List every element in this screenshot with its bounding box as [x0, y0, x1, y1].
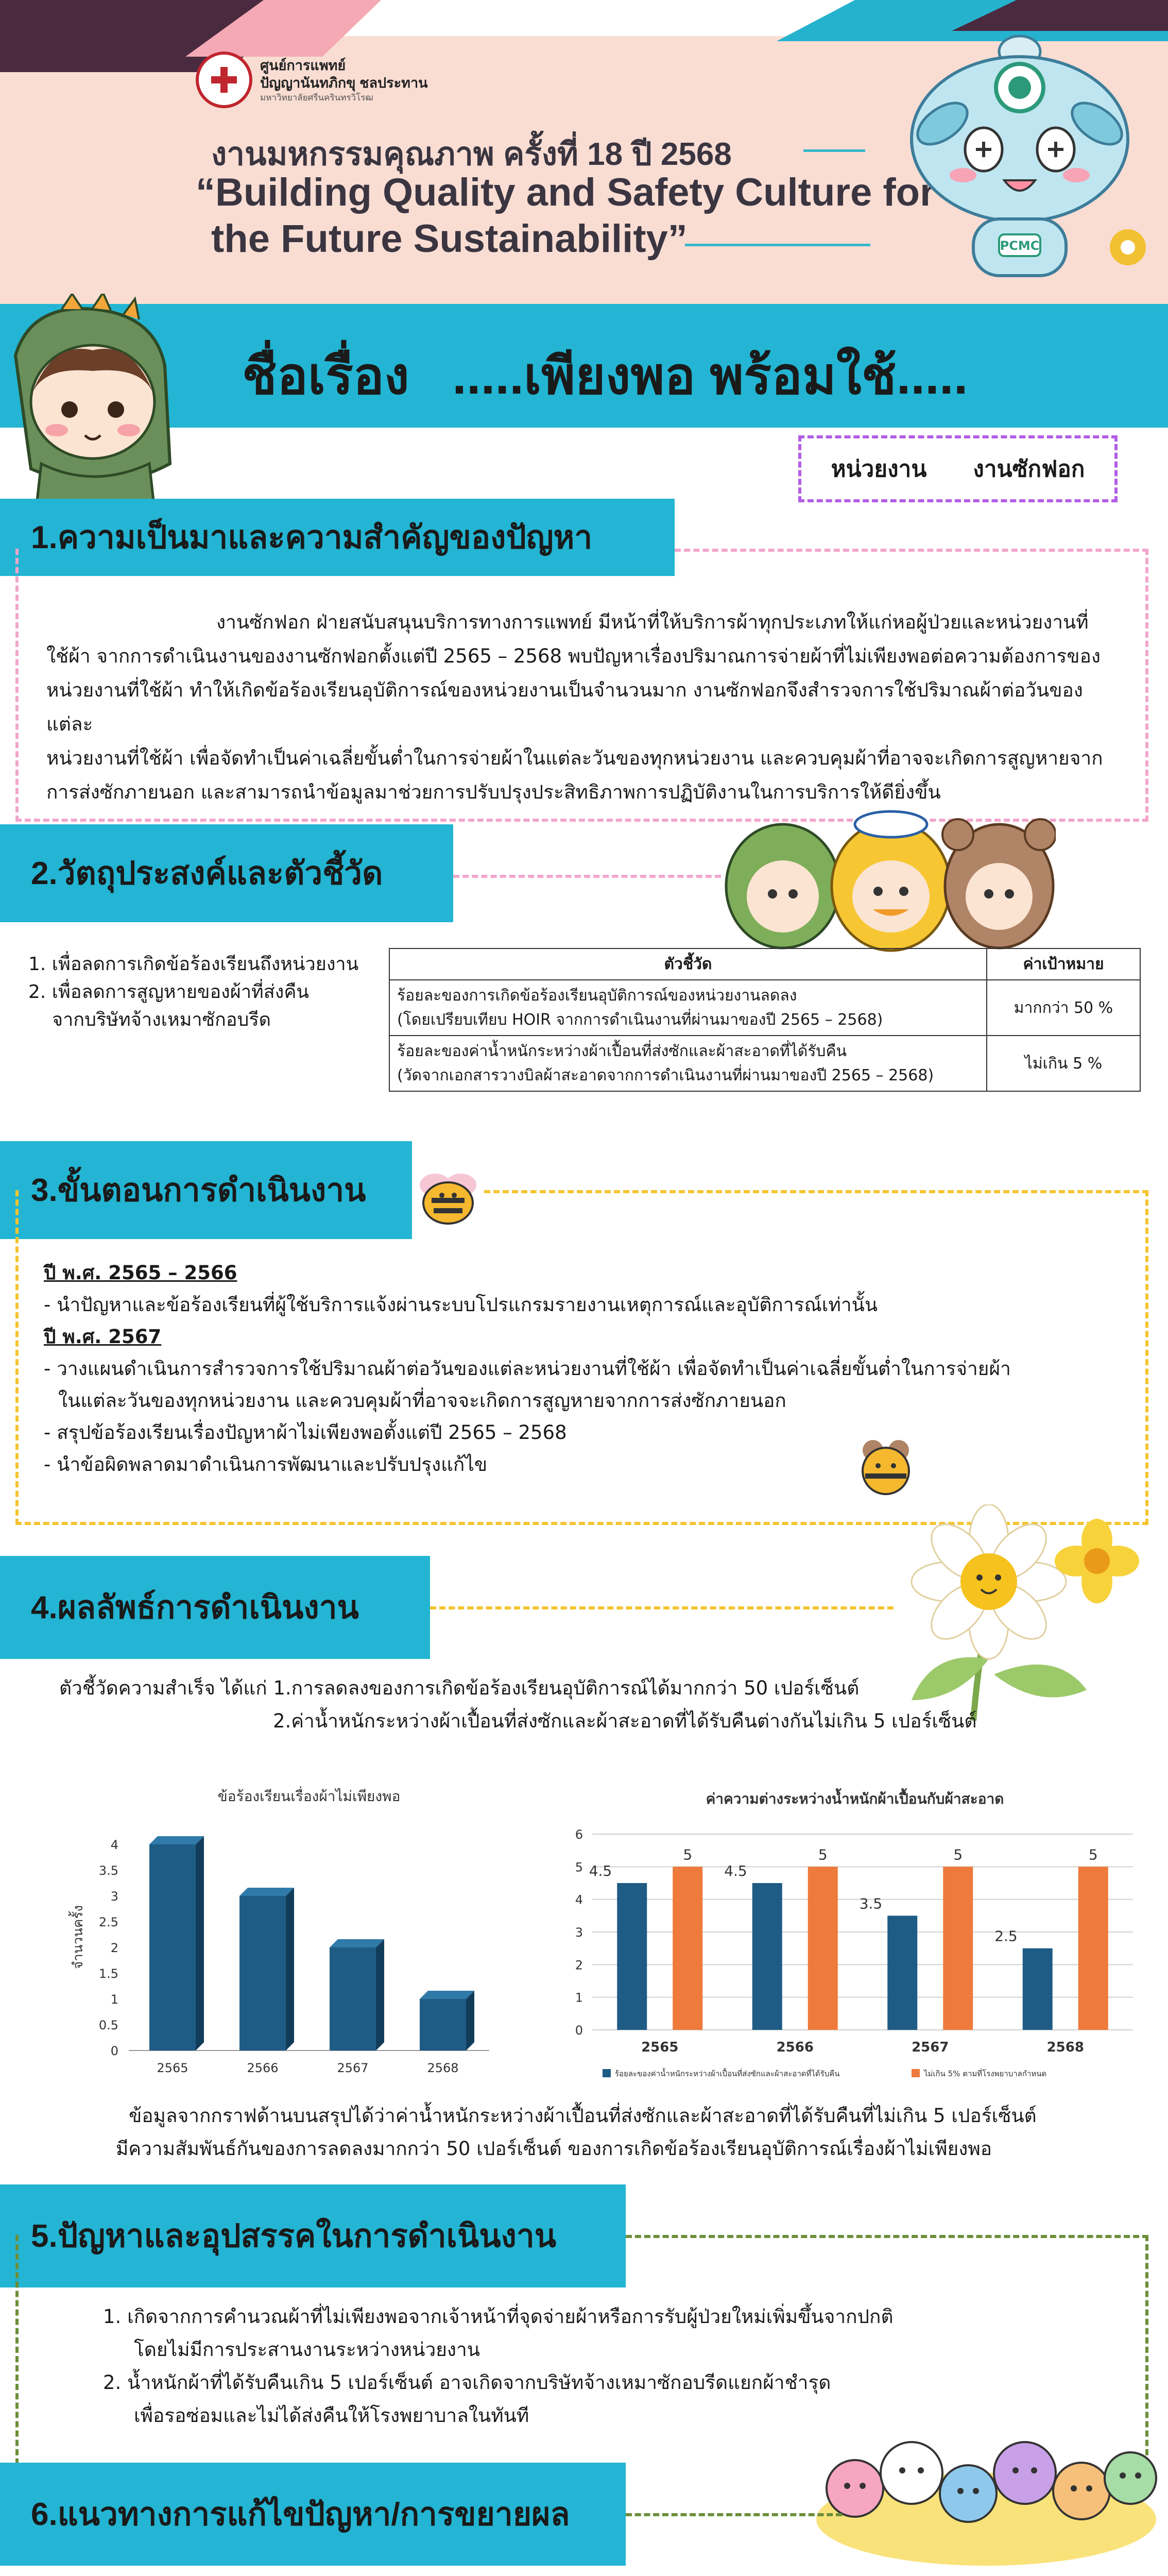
- chart-2-x-tick: 2566: [776, 2040, 814, 2055]
- chart-2-y-tick: 6: [575, 1827, 583, 1842]
- chart-1-y-tick: 3.5: [98, 1863, 118, 1878]
- deco-line: [685, 244, 870, 246]
- section-4-kpi: ตัวชี้วัดความสำเร็จ ได้แก่ 1.การลดลงของการเกิดข้อร้องเรียนอุบัติการณ์ได้มากกว่า 50 เปอร์เซ็นต์ 2.ค่าน้ำหนักระหว่างผ้าเปื้อนที่ส่งซักและผ้าสะอาดที่ได้รับคืนต่างกันไม่เกิน 5 เปอร์เซ็นต์: [59, 1677, 977, 1732]
- section-5-heading: 5.ปัญหาและอุปสรรคในการดำเนินงาน: [0, 2184, 626, 2287]
- weight-difference-bar-chart: [556, 1814, 1148, 2092]
- event-title: งานมหกรรมคุณภาพ ครั้งที่ 18 ปี 2568: [211, 137, 732, 172]
- dinosaur-girl-illustration: [0, 294, 185, 510]
- chart-2-data-label: 5: [953, 1846, 963, 1863]
- chart-2-data-label: 4.5: [724, 1862, 747, 1879]
- chart-2-legend-swatch: [603, 2069, 611, 2077]
- theme-line-1: “Building Quality and Safety Culture for: [196, 171, 935, 214]
- chart-2-data-label: 4.5: [589, 1862, 612, 1879]
- chart-2-x-tick: 2565: [641, 2040, 679, 2055]
- chart-2-bar: [617, 1883, 647, 2030]
- section-4-summary: ข้อมูลจากกราฟด้านบนสรุปได้ว่าค่าน้ำหนักระหว่างผ้าเปื้อนที่ส่งซักและผ้าสะอาดที่ได้รับคืนที่ไม่เกิน 5 เปอร์เซ็นต์ มีความสัมพันธ์กันของการลดลงมากกว่า 50 เปอร์เซ็นต์ ของการเกิดข้อร้องเรียนอุบัติการณ์เรื่องผ้าไม่เพียงพอ: [116, 2105, 1037, 2160]
- deco-line: [803, 149, 865, 152]
- chart-2-bar: [752, 1883, 782, 2030]
- medical-cross-icon: [211, 67, 237, 93]
- department-box: [798, 435, 1118, 502]
- chart-1-bar: [330, 1947, 376, 2050]
- chart-2-x-tick: 2567: [912, 2040, 949, 2055]
- chart-1-y-tick: 2.5: [98, 1915, 118, 1929]
- chart-1-x-tick: 2568: [427, 2061, 459, 2075]
- section-2-heading: 2.วัตถุประสงค์และตัวชี้วัด: [0, 824, 453, 922]
- chart-1-bar-side: [376, 1939, 384, 2050]
- toys-illustration: [721, 793, 1056, 958]
- project-title: ชื่อเรื่อง .....เพียงพอ พร้อมใช้.....: [242, 347, 968, 405]
- chart-1-y-tick: 1.5: [98, 1967, 118, 1981]
- section-4-heading: 4.ผลลัพธ์การดำเนินงาน: [0, 1556, 430, 1659]
- chart-2-bar: [673, 1867, 702, 2030]
- section-1-heading: 1.ความเป็นมาและความสำคัญของปัญหา: [0, 499, 675, 576]
- chart-1-bar-side: [196, 1836, 204, 2050]
- chart-2-x-tick: 2568: [1046, 2040, 1084, 2055]
- table-row: ร้อยละของการเกิดข้อร้องเรียนอุบัติการณ์ของหน่วยงานลดลง (โดยเปรียบเทียบ HOIR จากการดำเนินงานที่ผ่านมาของปี 2565 – 2568) มากกว่า 50 %: [389, 980, 1140, 1036]
- table-row: ร้อยละของค่าน้ำหนักระหว่างผ้าเปื้อนที่ส่งซักและผ้าสะอาดที่ได้รับคืน (วัดจากเอกสารวางบิลผ้าสะอาดจากการดำเนินงานที่ผ่านมาของปี 2565 – 2568) ไม่เกิน 5 %: [389, 1036, 1140, 1091]
- cartoon-characters-illustration: [814, 2401, 1159, 2566]
- chart-2-y-tick: 2: [575, 1958, 583, 1973]
- section-1-body: งานซักฟอก ฝ่ายสนับสนุนบริการทางการแพทย์ มีหน้าที่ให้บริการผ้าทุกประเภทให้แก่หอผู้ป่วยและหน่วยงานที่ ใช้ผ้า จากการดำเนินงานของงานซักฟอกตั้งแต่ปี 2565 – 2568 พบปัญหาเรื่องปริมาณการจ่ายผ้าที่ไม่เพียงพอต่อความต้องการของ หน่วยงานที่ใช้ผ้า ทำให้เกิดข้อร้องเรียนอุบัติการณ์ของหน่วยงานเป็นจำนวนมาก งานซักฟอกจึงสำรวจการใช้ปริมาณผ้าต่อวันของแต่ละ หน่วยงานที่ใช้ผ้า เพื่อจัดทำเป็นค่าเฉลี่ยขั้นต่ำในการจ่ายผ้าในแต่ละวันของทุกหน่วยงาน และควบคุมผ้าที่อาจจะเกิดการสูญหายจาก การส่งซักภายนอก และสามารถนำข้อมูลมาช่วยการปรับปรุงประสิทธิภาพการปฏิบัติงานในการบริการให้ดียิ่งขึ้น: [46, 611, 1103, 803]
- chart-2-data-label: 2.5: [994, 1927, 1018, 1945]
- chart-1-y-tick: 4: [110, 1838, 118, 1852]
- chart-2-data-label: 3.5: [859, 1895, 883, 1912]
- chart-1-bar: [149, 1844, 196, 2050]
- chart-1-ylabel: จำนวนครั้ง: [71, 1905, 86, 1970]
- chart-2-bar: [887, 1916, 917, 2030]
- department-label: หน่วยงาน: [831, 456, 927, 482]
- section-2-objectives: 1. เพื่อลดการเกิดข้อร้องเรียนถึงหน่วยงาน 2. เพื่อลดการสูญหายของผ้าที่ส่งคืน จากบริษัทจ้างเหมาซักอบรีด: [28, 954, 359, 1030]
- chart-1-y-tick: 2: [110, 1941, 118, 1955]
- chart-1-y-tick: 0: [110, 2044, 118, 2058]
- section-4-divider: [430, 1606, 894, 1609]
- section-1-frame-top: [675, 549, 1148, 552]
- year-label: ปี พ.ศ. 2565 – 2566: [44, 1262, 237, 1284]
- chart-2-y-tick: 1: [575, 1990, 583, 2005]
- chart-1-bar-top: [420, 1991, 474, 1999]
- chart-2-y-tick: 3: [575, 1925, 583, 1940]
- section-6-heading: 6.แนวทางการแก้ไขปัญหา/การขยายผล: [0, 2463, 626, 2566]
- kpi-col-indicator: ตัวชี้วัด: [389, 948, 987, 980]
- chart-2-legend-label: ไม่เกิน 5% ตามที่โรงพยาบาลกำหนด: [924, 2069, 1047, 2078]
- chart-1-y-tick: 3: [110, 1889, 118, 1904]
- chart-2-data-label: 5: [818, 1846, 828, 1863]
- section-3-body: ปี พ.ศ. 2565 – 2566 - นำปัญหาและข้อร้องเรียนที่ผู้ใช้บริการแจ้งผ่านระบบโปรแกรมรายงานเหตุการณ์และอุบัติการณ์เท่านั้น ปี พ.ศ. 2567 - วางแผนดำเนินการสำรวจการใช้ปริมาณผ้าต่อวันของแต่ละหน่วยงานที่ใช้ผ้า เพื่อจัดทำเป็นค่าเฉลี่ยขั้นต่ำในการจ่ายผ้า ในแต่ละวันของทุกหน่วยงาน และควบคุมผ้าที่อาจจะเกิดการสูญหายจากการส่งซักภายนอก - สรุปข้อร้องเรียนเรื่องปัญหาผ้าไม่เพียงพอตั้งแต่ปี 2565 – 2568 - นำข้อผิดพลาดมาดำเนินการพัฒนาและปรับปรุงแก้ไข: [44, 1257, 1022, 1481]
- theme-line-2: the Future Sustainability”: [211, 217, 688, 261]
- chart-1-x-tick: 2566: [247, 2061, 279, 2075]
- chart-2-y-tick: 5: [575, 1860, 583, 1875]
- chart-2-bar: [808, 1867, 838, 2030]
- kpi-table: [389, 948, 1141, 1092]
- chart-2-data-label: 5: [683, 1846, 693, 1863]
- chart-1-bar-top: [330, 1939, 384, 1947]
- hospital-logo: [196, 52, 252, 108]
- chart-1-bar: [239, 1896, 286, 2050]
- chart-2-title: ค่าความต่างระหว่างน้ำหนักผ้าเปื้อนกับผ้าสะอาด: [706, 1790, 1004, 1807]
- chart-2-legend-swatch: [912, 2069, 920, 2077]
- chart-2-bar: [1023, 1948, 1053, 2030]
- chart-2-data-label: 5: [1088, 1846, 1098, 1863]
- chart-2-bar: [943, 1867, 973, 2030]
- chart-1-title: ข้อร้องเรียนเรื่องผ้าไม่เพียงพอ: [217, 1788, 401, 1805]
- chart-1-y-tick: 0.5: [98, 2018, 118, 2032]
- kpi-col-target: ค่าเป้าหมาย: [987, 948, 1140, 980]
- chart-1-bar: [420, 1999, 466, 2050]
- chart-1-x-tick: 2565: [157, 2061, 188, 2075]
- department-value: งานซักฟอก: [973, 456, 1085, 482]
- year-label: ปี พ.ศ. 2567: [44, 1326, 162, 1348]
- chart-1-bar-top: [149, 1836, 204, 1844]
- section-3-heading: 3.ขั้นตอนการดำเนินงาน: [0, 1141, 412, 1239]
- complaints-bar-chart: [51, 1808, 515, 2087]
- chart-2-legend-label: ร้อยละของค่าน้ำหนักระหว่างผ้าเปื้อนที่ส่งซักและผ้าสะอาดที่ได้รับคืน: [615, 2069, 840, 2078]
- hospital-name: ศูนย์การแพทย์ ปัญญานันทภิกขุ ชลประทาน มหาวิทยาลัยศรีนครินทรวิโรฒ: [260, 58, 428, 103]
- chart-1-y-tick: 1: [110, 1992, 118, 2007]
- section-5-body: 1. เกิดจากการคำนวณผ้าที่ไม่เพียงพอจากเจ้าหน้าที่จุดจ่ายผ้าหรือการรับผู้ป่วยใหม่เพิ่มขึ้นจากปกติ โดยไม่มีการประสานงานระหว่างหน่วยงาน 2. น้ำหนักผ้าที่ได้รับคืนเกิน 5 เปอร์เซ็นต์ อาจเกิดจากบริษัทจ้างเหมาซักอบรีดแยกผ้าชำรุด เพื่อรอซ่อมและไม่ได้ส่งคืนให้โรงพยาบาลในทันที: [103, 2306, 894, 2427]
- chart-2-y-tick: 4: [575, 1892, 583, 1907]
- chart-1-bar-top: [239, 1888, 294, 1896]
- chart-1-bar-side: [466, 1991, 474, 2050]
- bee-icon: [855, 1432, 917, 1499]
- chart-2-y-tick: 0: [575, 2023, 583, 2038]
- mascot-badge: PCMC: [1000, 239, 1040, 253]
- chart-1-bar-side: [286, 1888, 294, 2050]
- chart-2-bar: [1078, 1867, 1108, 2030]
- mascot-robot-illustration: [886, 21, 1154, 289]
- chart-1-x-tick: 2567: [337, 2061, 369, 2075]
- section-6-divider: [626, 2513, 842, 2516]
- section-2-divider: [453, 875, 721, 878]
